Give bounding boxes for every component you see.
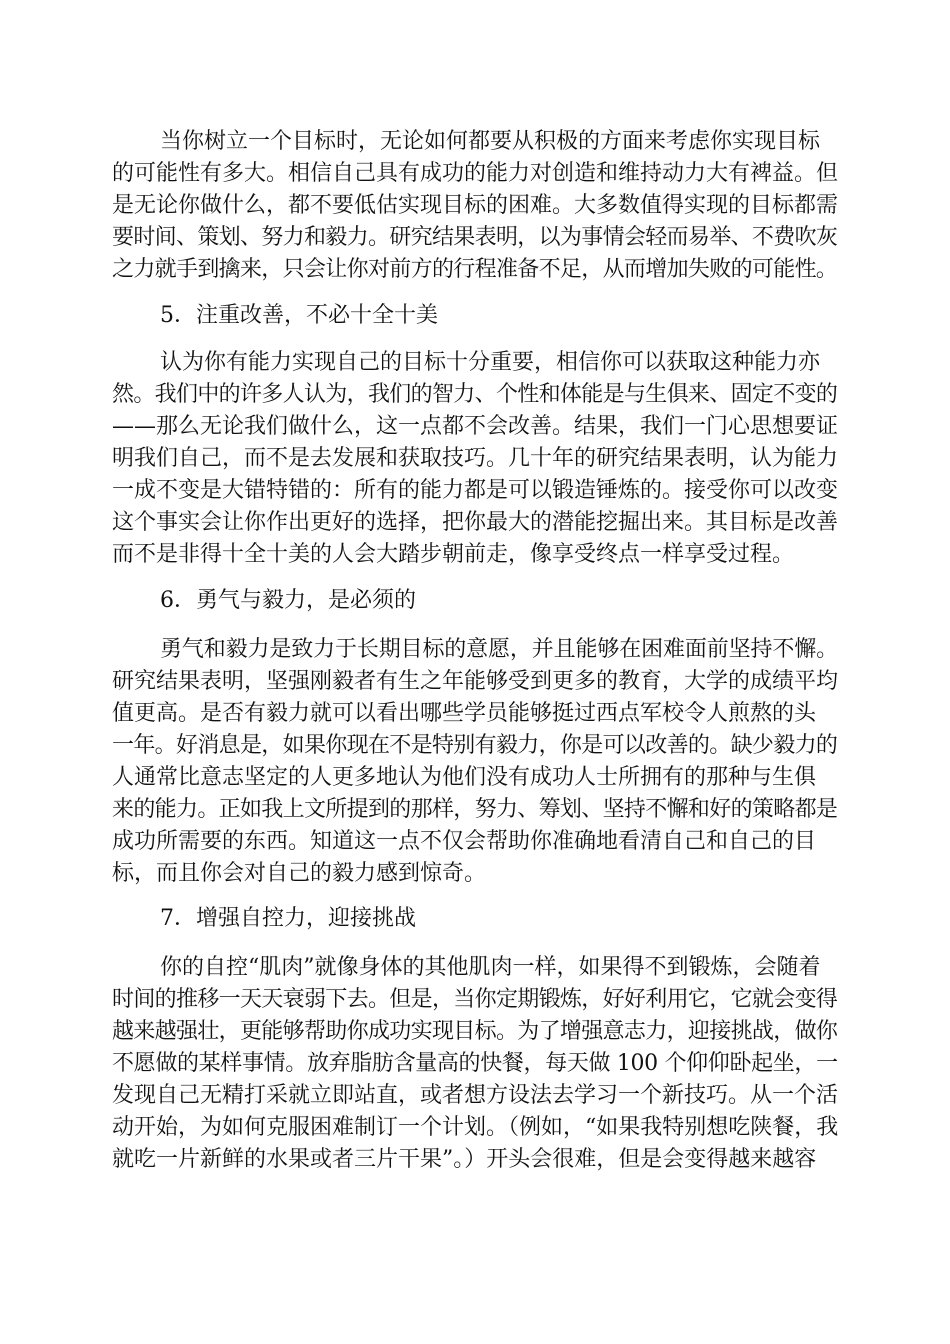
text-line: 发现自己无精打采就立即站直，或者想方设法去学习一个新技巧。从一个活 (112, 1083, 838, 1108)
section-heading-5: 5．注重改善，不必十全十美 (160, 303, 438, 328)
paragraph-2 (112, 347, 838, 571)
text-line: 人通常比意志坚定的人更多地认为他们没有成功人士所拥有的那种与生俱 (112, 765, 817, 790)
text-line: 一年。好消息是，如果你现在不是特别有毅力，你是可以改善的。缺少毅力的 (112, 733, 838, 758)
text-line: 研究结果表明，坚强刚毅者有生之年能够受到更多的教育，大学的成绩平均 (112, 669, 838, 694)
text-line: 当你树立一个目标时，无论如何都要从积极的方面来考虑你实现目标 (160, 129, 821, 154)
text-line: 认为你有能力实现自己的目标十分重要，相信你可以获取这种能力亦 (160, 350, 821, 375)
text-line: 越来越强壮，更能够帮助你成功实现目标。为了增强意志力，迎接挑战，做你 (112, 1019, 838, 1044)
text-line: 成功所需要的东西。知道这一点不仅会帮助你准确地看清自己和自己的目 (112, 829, 817, 854)
text-line: 时间的推移一天天衰弱下去。但是，当你定期锻炼，好好利用它，它就会变得 (112, 987, 838, 1012)
text-line: 不愿做的某样事情。放弃脂肪含量高的快餐，每天做 100 个仰仰卧起坐，一 (112, 1051, 838, 1076)
text-line: 一成不变是大错特错的：所有的能力都是可以锻造锤炼的。接受你可以改变 (112, 478, 838, 503)
text-line: 值更高。是否有毅力就可以看出哪些学员能够挺过西点军校令人煎熬的头 (112, 701, 817, 726)
text-line: 的可能性有多大。相信自己具有成功的能力对创造和维持动力大有裨益。但 (112, 161, 838, 186)
text-line: 勇气和毅力是致力于长期目标的意愿，并且能够在困难面前坚持不懈。 (160, 637, 838, 662)
text-line: 动开始，为如何克服困难制订一个计划。（例如，“如果我特别想吃陕餐，我 (112, 1115, 838, 1140)
paragraph-1 (112, 126, 838, 286)
text-line: 要时间、策划、努力和毅力。研究结果表明，以为事情会轻而易举、不费吹灰 (112, 225, 838, 250)
text-line: 来的能力。正如我上文所提到的那样，努力、筹划、坚持不懈和好的策略都是 (112, 797, 838, 822)
paragraph-4 (112, 952, 838, 1176)
text-line: 明我们自己，而不是去发展和获取技巧。几十年的研究结果表明，认为能力 (112, 446, 838, 471)
paragraph-3 (112, 634, 838, 890)
text-line: ——那么无论我们做什么，这一点都不会改善。结果，我们一门心思想要证 (112, 414, 838, 439)
text-line: 就吃一片新鲜的水果或者三片干果”。）开头会很难，但是会变得越来越容 (112, 1147, 817, 1172)
text-line: 这个事实会让你作出更好的选择，把你最大的潜能挖掘出来。其目标是改善 (112, 510, 838, 535)
section-heading-6: 6．勇气与毅力，是必须的 (160, 588, 416, 613)
text-line: 然。我们中的许多人认为，我们的智力、个性和体能是与生俱来、固定不变的 (112, 382, 838, 407)
text-line: 你的自控“肌肉”就像身体的其他肌肉一样，如果得不到锻炼，会随着 (160, 955, 821, 980)
text-line: 之力就手到擒来，只会让你对前方的行程准备不足，从而增加失败的可能性。 (112, 257, 838, 282)
text-line: 而不是非得十全十美的人会大踏步朝前走，像享受终点一样享受过程。 (112, 542, 795, 567)
text-line: 是无论你做什么，都不要低估实现目标的困难。大多数值得实现的目标都需 (112, 193, 838, 218)
text-line: 标，而且你会对自己的毅力感到惊奇。 (112, 861, 487, 886)
section-heading-7: 7．增强自控力，迎接挑战 (160, 906, 416, 931)
